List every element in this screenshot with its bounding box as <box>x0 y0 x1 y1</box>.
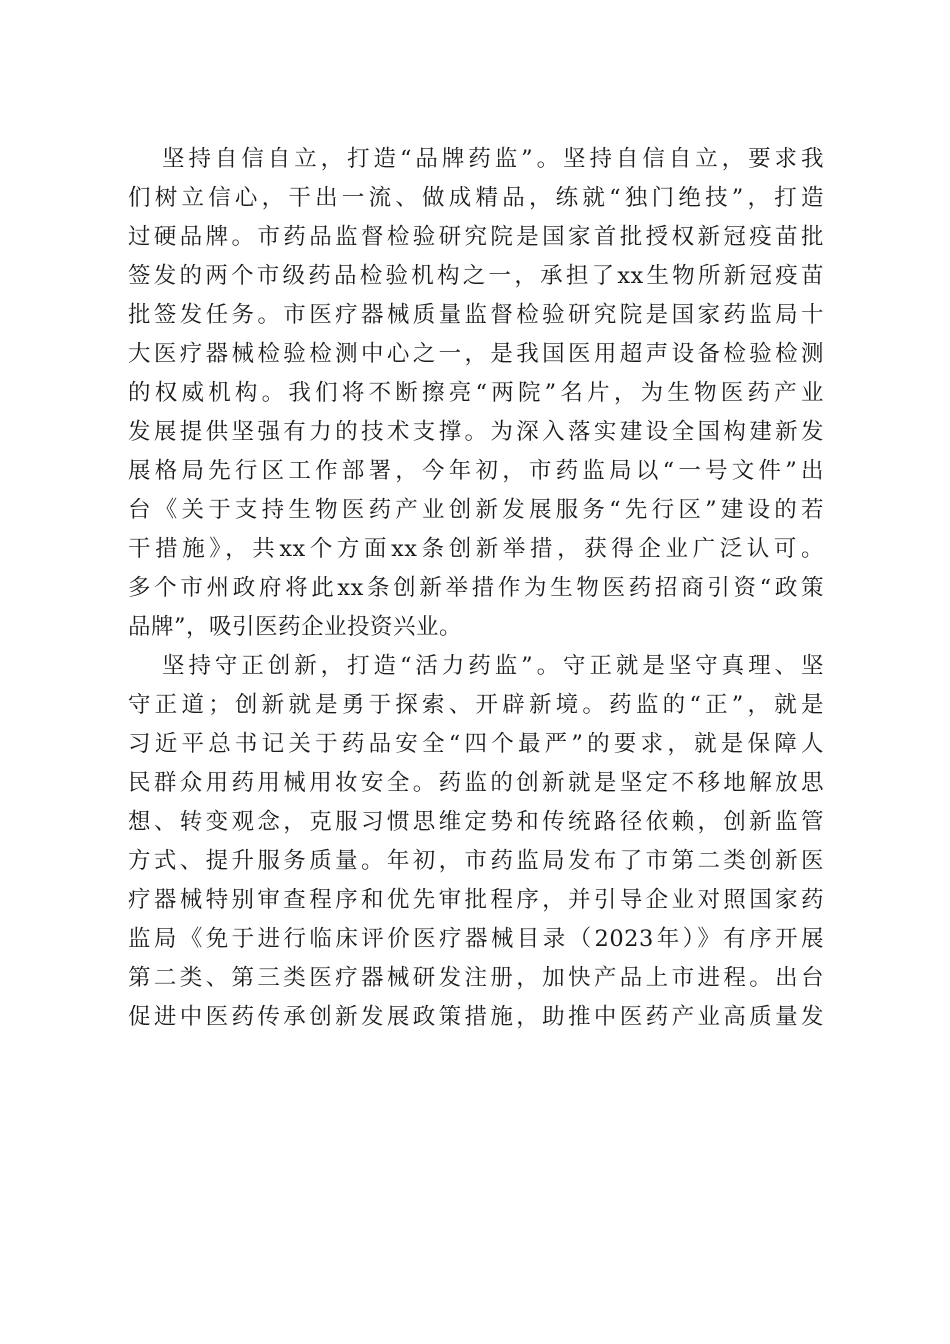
document-body <box>128 140 824 1037</box>
paragraph-line: 疗器械特别审查程序和优先审批程序，并引导企业对照国家药 <box>128 887 824 913</box>
paragraph-line: 守正道；创新就是勇于探索、开辟新境。药监的“正”，就是 <box>128 692 824 718</box>
paragraph-line: 监局《免于进行临床评价医疗器械目录（2023年）》有序开展 <box>128 926 824 952</box>
paragraph-line: 展格局先行区工作部署，今年初，市药监局以“一号文件”出 <box>128 458 824 484</box>
paragraph-line: 方式、提升服务质量。年初，市药监局发布了市第二类创新医 <box>128 848 824 874</box>
paragraph-vitality-supervision <box>128 647 824 1037</box>
paragraph-line: 想、转变观念，克服习惯思维定势和传统路径依赖，创新监管 <box>128 809 824 835</box>
paragraph-line: 坚持守正创新，打造“活力药监”。守正就是坚守真理、坚 <box>162 653 824 679</box>
paragraph-line: 习近平总书记关于药品安全“四个最严”的要求，就是保障人 <box>128 731 824 757</box>
paragraph-brand-supervision <box>128 140 824 647</box>
paragraph-line: 过硬品牌。市药品监督检验研究院是国家首批授权新冠疫苗批 <box>128 224 824 250</box>
paragraph-line: 坚持自信自立，打造“品牌药监”。坚持自信自立，要求我 <box>162 146 824 172</box>
paragraph-line: 促进中医药传承创新发展政策措施，助推中医药产业高质量发 <box>128 1004 824 1030</box>
paragraph-line: 们树立信心，干出一流、做成精品，练就“独门绝技”，打造 <box>128 185 824 211</box>
paragraph-line: 大医疗器械检验检测中心之一，是我国医用超声设备检验检测 <box>128 341 824 367</box>
paragraph-line: 发展提供坚强有力的技术支撑。为深入落实建设全国构建新发 <box>128 419 824 445</box>
paragraph-line: 的权威机构。我们将不断擦亮“两院”名片，为生物医药产业 <box>128 380 824 406</box>
paragraph-line: 台《关于支持生物医药产业创新发展服务“先行区”建设的若 <box>128 497 824 523</box>
paragraph-line: 签发的两个市级药品检验机构之一，承担了xx生物所新冠疫苗 <box>128 263 824 289</box>
paragraph-line: 干措施》，共xx个方面xx条创新举措，获得企业广泛认可。 <box>128 536 824 562</box>
paragraph-line: 多个市州政府将此xx条创新举措作为生物医药招商引资“政策 <box>128 575 824 601</box>
paragraph-line: 民群众用药用械用妆安全。药监的创新就是坚定不移地解放思 <box>128 770 824 796</box>
paragraph-line: 品牌”，吸引医药企业投资兴业。 <box>128 614 463 640</box>
paragraph-line: 批签发任务。市医疗器械质量监督检验研究院是国家药监局十 <box>128 302 824 328</box>
paragraph-line: 第二类、第三类医疗器械研发注册，加快产品上市进程。出台 <box>128 965 824 991</box>
